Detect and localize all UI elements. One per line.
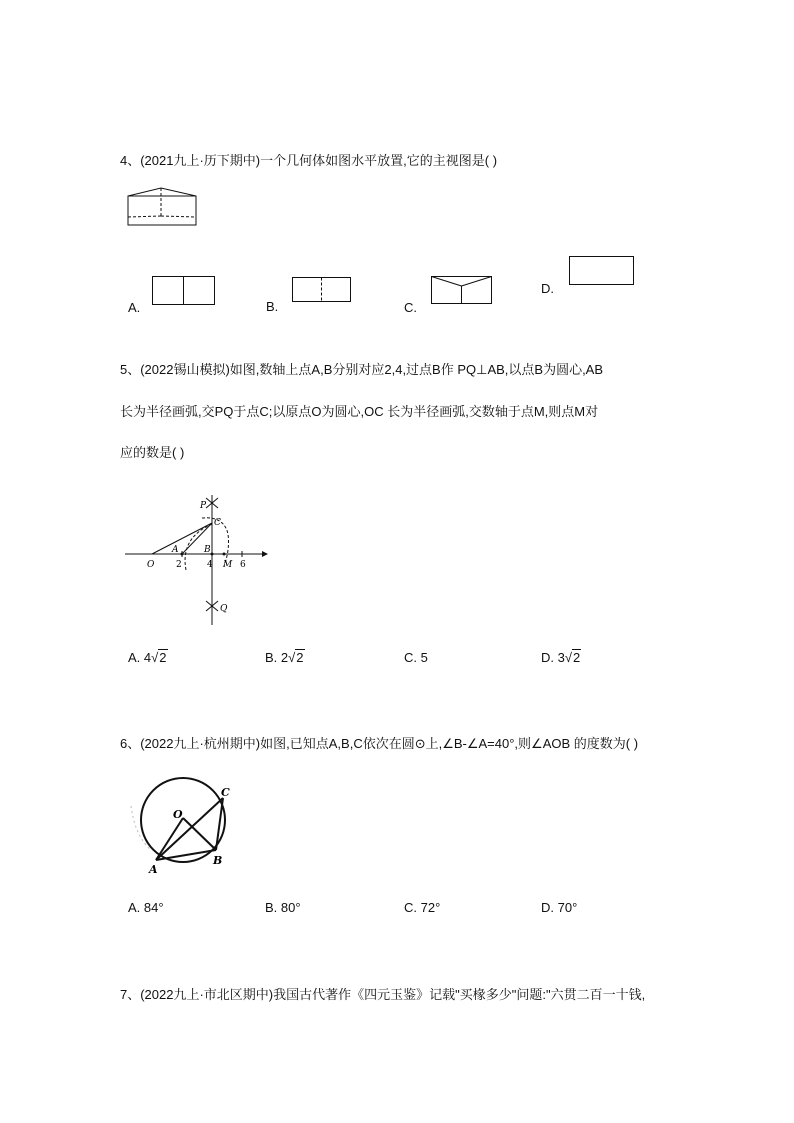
q5-option-a-coef: 4 bbox=[143, 650, 152, 665]
q5-option-a bbox=[128, 650, 168, 665]
q4-option-c-label: C. bbox=[404, 300, 417, 315]
q4-option-a-figure bbox=[152, 276, 216, 306]
q5-option-c bbox=[404, 650, 428, 665]
label-o: O bbox=[147, 560, 155, 570]
q5-option-b-radicand: 2 bbox=[296, 650, 304, 665]
tick-label-2: 2 bbox=[176, 560, 182, 570]
label-b: B bbox=[213, 854, 223, 867]
q5-option-d-letter: D. bbox=[541, 650, 554, 665]
sqrt-icon: √2 bbox=[564, 650, 581, 665]
sqrt-icon: √2 bbox=[151, 650, 167, 665]
q4-option-d-label: D. bbox=[541, 281, 554, 296]
label-c: C bbox=[221, 786, 230, 799]
sqrt-icon: √2 bbox=[288, 650, 304, 665]
q4-stem: 4、(2021九上·历下期中)一个几何体如图水平放置,它的主视图是( ) bbox=[120, 153, 498, 168]
label-b: B bbox=[204, 545, 211, 555]
q6-option-a: A. 84° bbox=[128, 900, 164, 915]
q6-option-d: D. 70° bbox=[541, 900, 578, 915]
q7-stem: 7、(2022九上·市北区期中)我国古代著作《四元玉鉴》记载"买椽多少"问题:"六贯二百一十钱, bbox=[120, 987, 646, 1002]
q5-option-a-letter: A. bbox=[128, 650, 141, 665]
q5-option-c-value: 5 bbox=[420, 650, 428, 665]
label-a: A bbox=[149, 863, 158, 876]
q5-option-b-letter: B. bbox=[265, 650, 278, 665]
q5-option-d-coef: 3 bbox=[557, 650, 565, 665]
label-m: M bbox=[223, 560, 233, 570]
q6-stem: 6、(2022九上·杭州期中)如图,已知点A,B,C依次在圆⊙上,∠B-∠A=40°,则∠AOB 的度数为( ) bbox=[120, 736, 639, 751]
label-a: A bbox=[172, 545, 179, 555]
q5-option-a-radicand: 2 bbox=[159, 650, 167, 665]
q5-number-line-figure bbox=[120, 490, 280, 630]
q4-option-b-figure bbox=[292, 277, 352, 303]
q5-option-b-coef: 2 bbox=[280, 650, 289, 665]
label-o: O bbox=[173, 808, 183, 821]
q6-option-c: C. 72° bbox=[404, 900, 441, 915]
q5-stem-line2: 长为半径画弧,交PQ于点C;以原点O为圆心,OC 长为半径画弧,交数轴于点M,则点M对 bbox=[120, 404, 599, 419]
tick-label-4: 4 bbox=[207, 560, 213, 570]
q6-option-b: B. 80° bbox=[265, 900, 301, 915]
label-p: P bbox=[200, 501, 207, 511]
q5-stem-line1: 5、(2022锡山模拟)如图,数轴上点A,B分别对应2,4,过点B作 PQ⊥AB,以点B为圆心,AB bbox=[120, 362, 604, 377]
label-c: C bbox=[214, 518, 221, 528]
q4-option-c-figure bbox=[431, 276, 493, 305]
q5-option-b bbox=[265, 650, 305, 665]
label-q: Q bbox=[220, 604, 228, 614]
q5-stem-line3: 应的数是( ) bbox=[120, 445, 185, 460]
q5-option-d bbox=[541, 650, 581, 665]
q5-option-d-radicand: 2 bbox=[573, 650, 581, 665]
q4-solid-figure bbox=[126, 186, 200, 228]
q5-option-c-letter: C. bbox=[404, 650, 417, 665]
q4-option-a-label: A. bbox=[128, 300, 141, 315]
q6-circle-figure bbox=[125, 776, 245, 876]
tick-label-6: 6 bbox=[240, 560, 246, 570]
q4-option-d-figure bbox=[569, 256, 635, 286]
q4-option-b-label: B. bbox=[266, 299, 279, 314]
